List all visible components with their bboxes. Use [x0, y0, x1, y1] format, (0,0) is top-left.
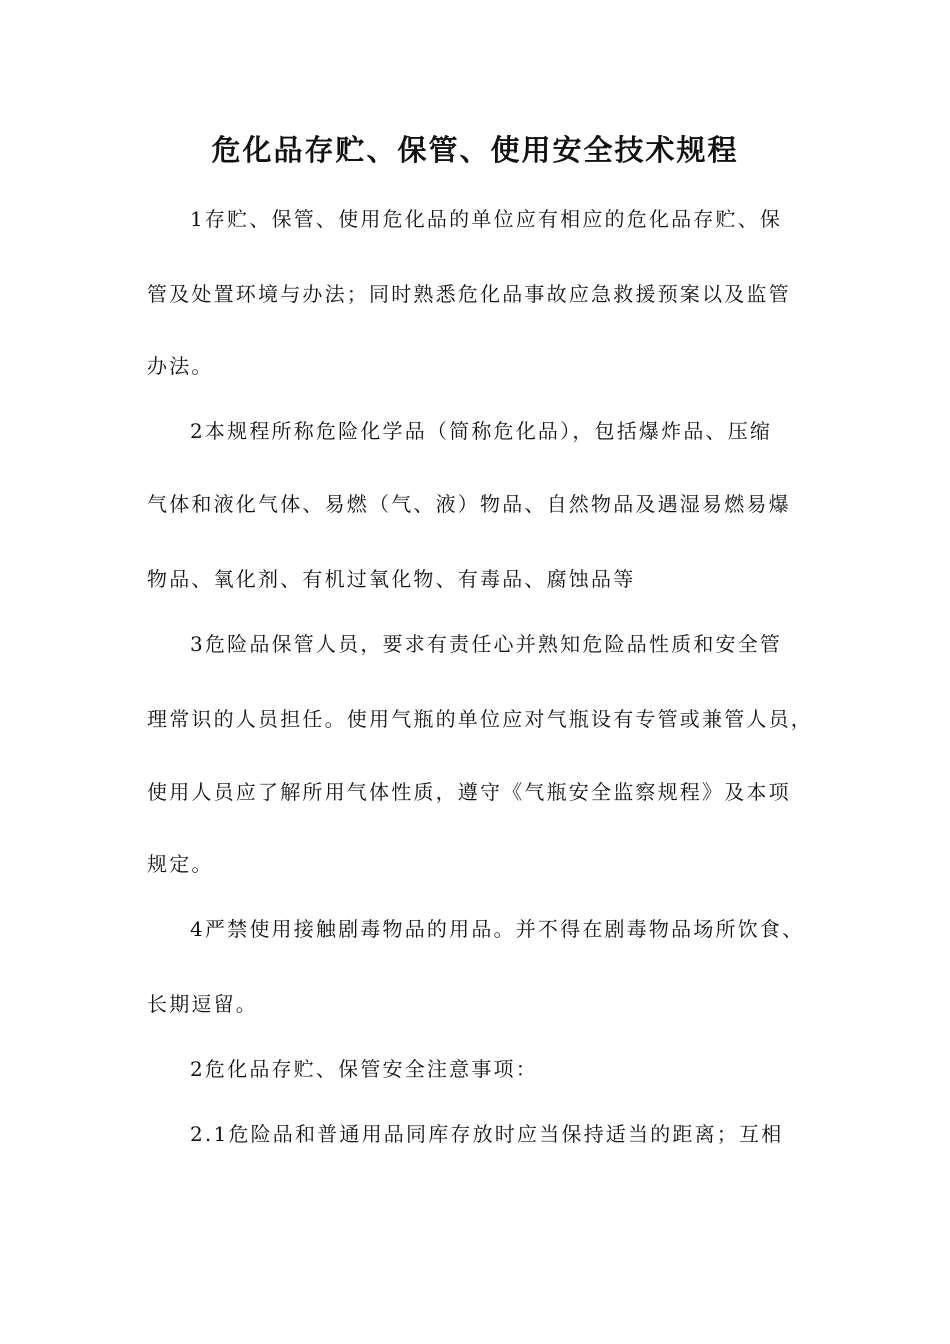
paragraph-2-1-line-1: 2.1危险品和普通用品同库存放时应当保持适当的距离；互相 [190, 1122, 784, 1146]
section-2-heading: 2危化品存贮、保管安全注意事项： [190, 1057, 538, 1081]
paragraph-2-line-3: 物品、氧化剂、有机过氧化物、有毒品、腐蚀品等 [147, 567, 636, 591]
paragraph-1-line-1: 1存贮、保管、使用危化品的单位应有相应的危化品存贮、保 [190, 207, 783, 231]
paragraph-1-line-3: 办法。 [147, 354, 214, 378]
paragraph-3-line-4: 规定。 [147, 852, 214, 876]
paragraph-2-line-2: 气体和液化气体、易燃（气、液）物品、自然物品及遇湿易燃易爆 [147, 492, 791, 516]
paragraph-2-line-1: 2本规程所称危险化学品（简称危化品），包括爆炸品、压缩 [190, 419, 773, 443]
paragraph-3-line-3: 使用人员应了解所用气体性质，遵守《气瓶安全监察规程》及本项 [147, 780, 791, 804]
document-title: 危化品存贮、保管、使用安全技术规程 [211, 133, 739, 167]
paragraph-3-line-2: 理常识的人员担任。使用气瓶的单位应对气瓶设有专管或兼管人员， [147, 707, 813, 731]
paragraph-4-line-2: 长期逗留。 [147, 992, 258, 1016]
paragraph-3-line-1: 3危险品保管人员，要求有责任心并熟知危险品性质和安全管 [190, 632, 783, 656]
paragraph-4-line-1: 4严禁使用接触剧毒物品的用品。并不得在剧毒物品场所饮食、 [190, 917, 805, 941]
paragraph-1-line-2: 管及处置环境与办法；同时熟悉危化品事故应急救援预案以及监管 [147, 282, 791, 306]
